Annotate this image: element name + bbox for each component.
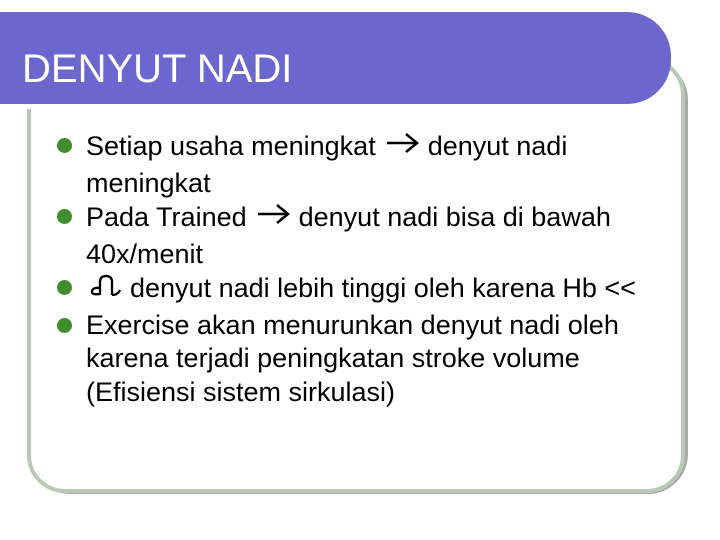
bullet-dot-icon [57,280,72,295]
bullet-dot-icon [57,209,72,224]
arrow-right-icon [257,200,291,234]
bullet-item-2 [57,200,657,271]
hook-symbol-icon [90,271,122,305]
slide-title: DENYUT NADI [22,47,293,91]
title-bar [0,12,671,104]
bullet-item-3 [57,271,657,309]
bullet-2-text-before: Pada Trained [86,201,247,232]
bullet-3-text-after: denyut nadi lebih tinggi oleh karena Hb << [130,272,636,303]
bullet-item-1 [57,129,657,200]
bullet-2-text-after: denyut nadi bisa di bawah 40x/menit [86,201,611,269]
title-underline [18,104,636,109]
bullet-1-text-before: Setiap usaha meningkat [86,130,376,161]
arrow-right-icon [386,129,420,163]
bullet-4-text: Exercise akan menurunkan denyut nadi oleh karena terjadi peningkatan stroke volume (Efisiensi sistem sirkulasi) [86,309,619,407]
bullet-1-text-after: denyut nadi meningkat [86,130,568,198]
bullet-item-4 [57,309,657,410]
bullet-dot-icon [57,138,72,153]
bullet-list [57,129,657,409]
bullet-dot-icon [57,318,72,333]
